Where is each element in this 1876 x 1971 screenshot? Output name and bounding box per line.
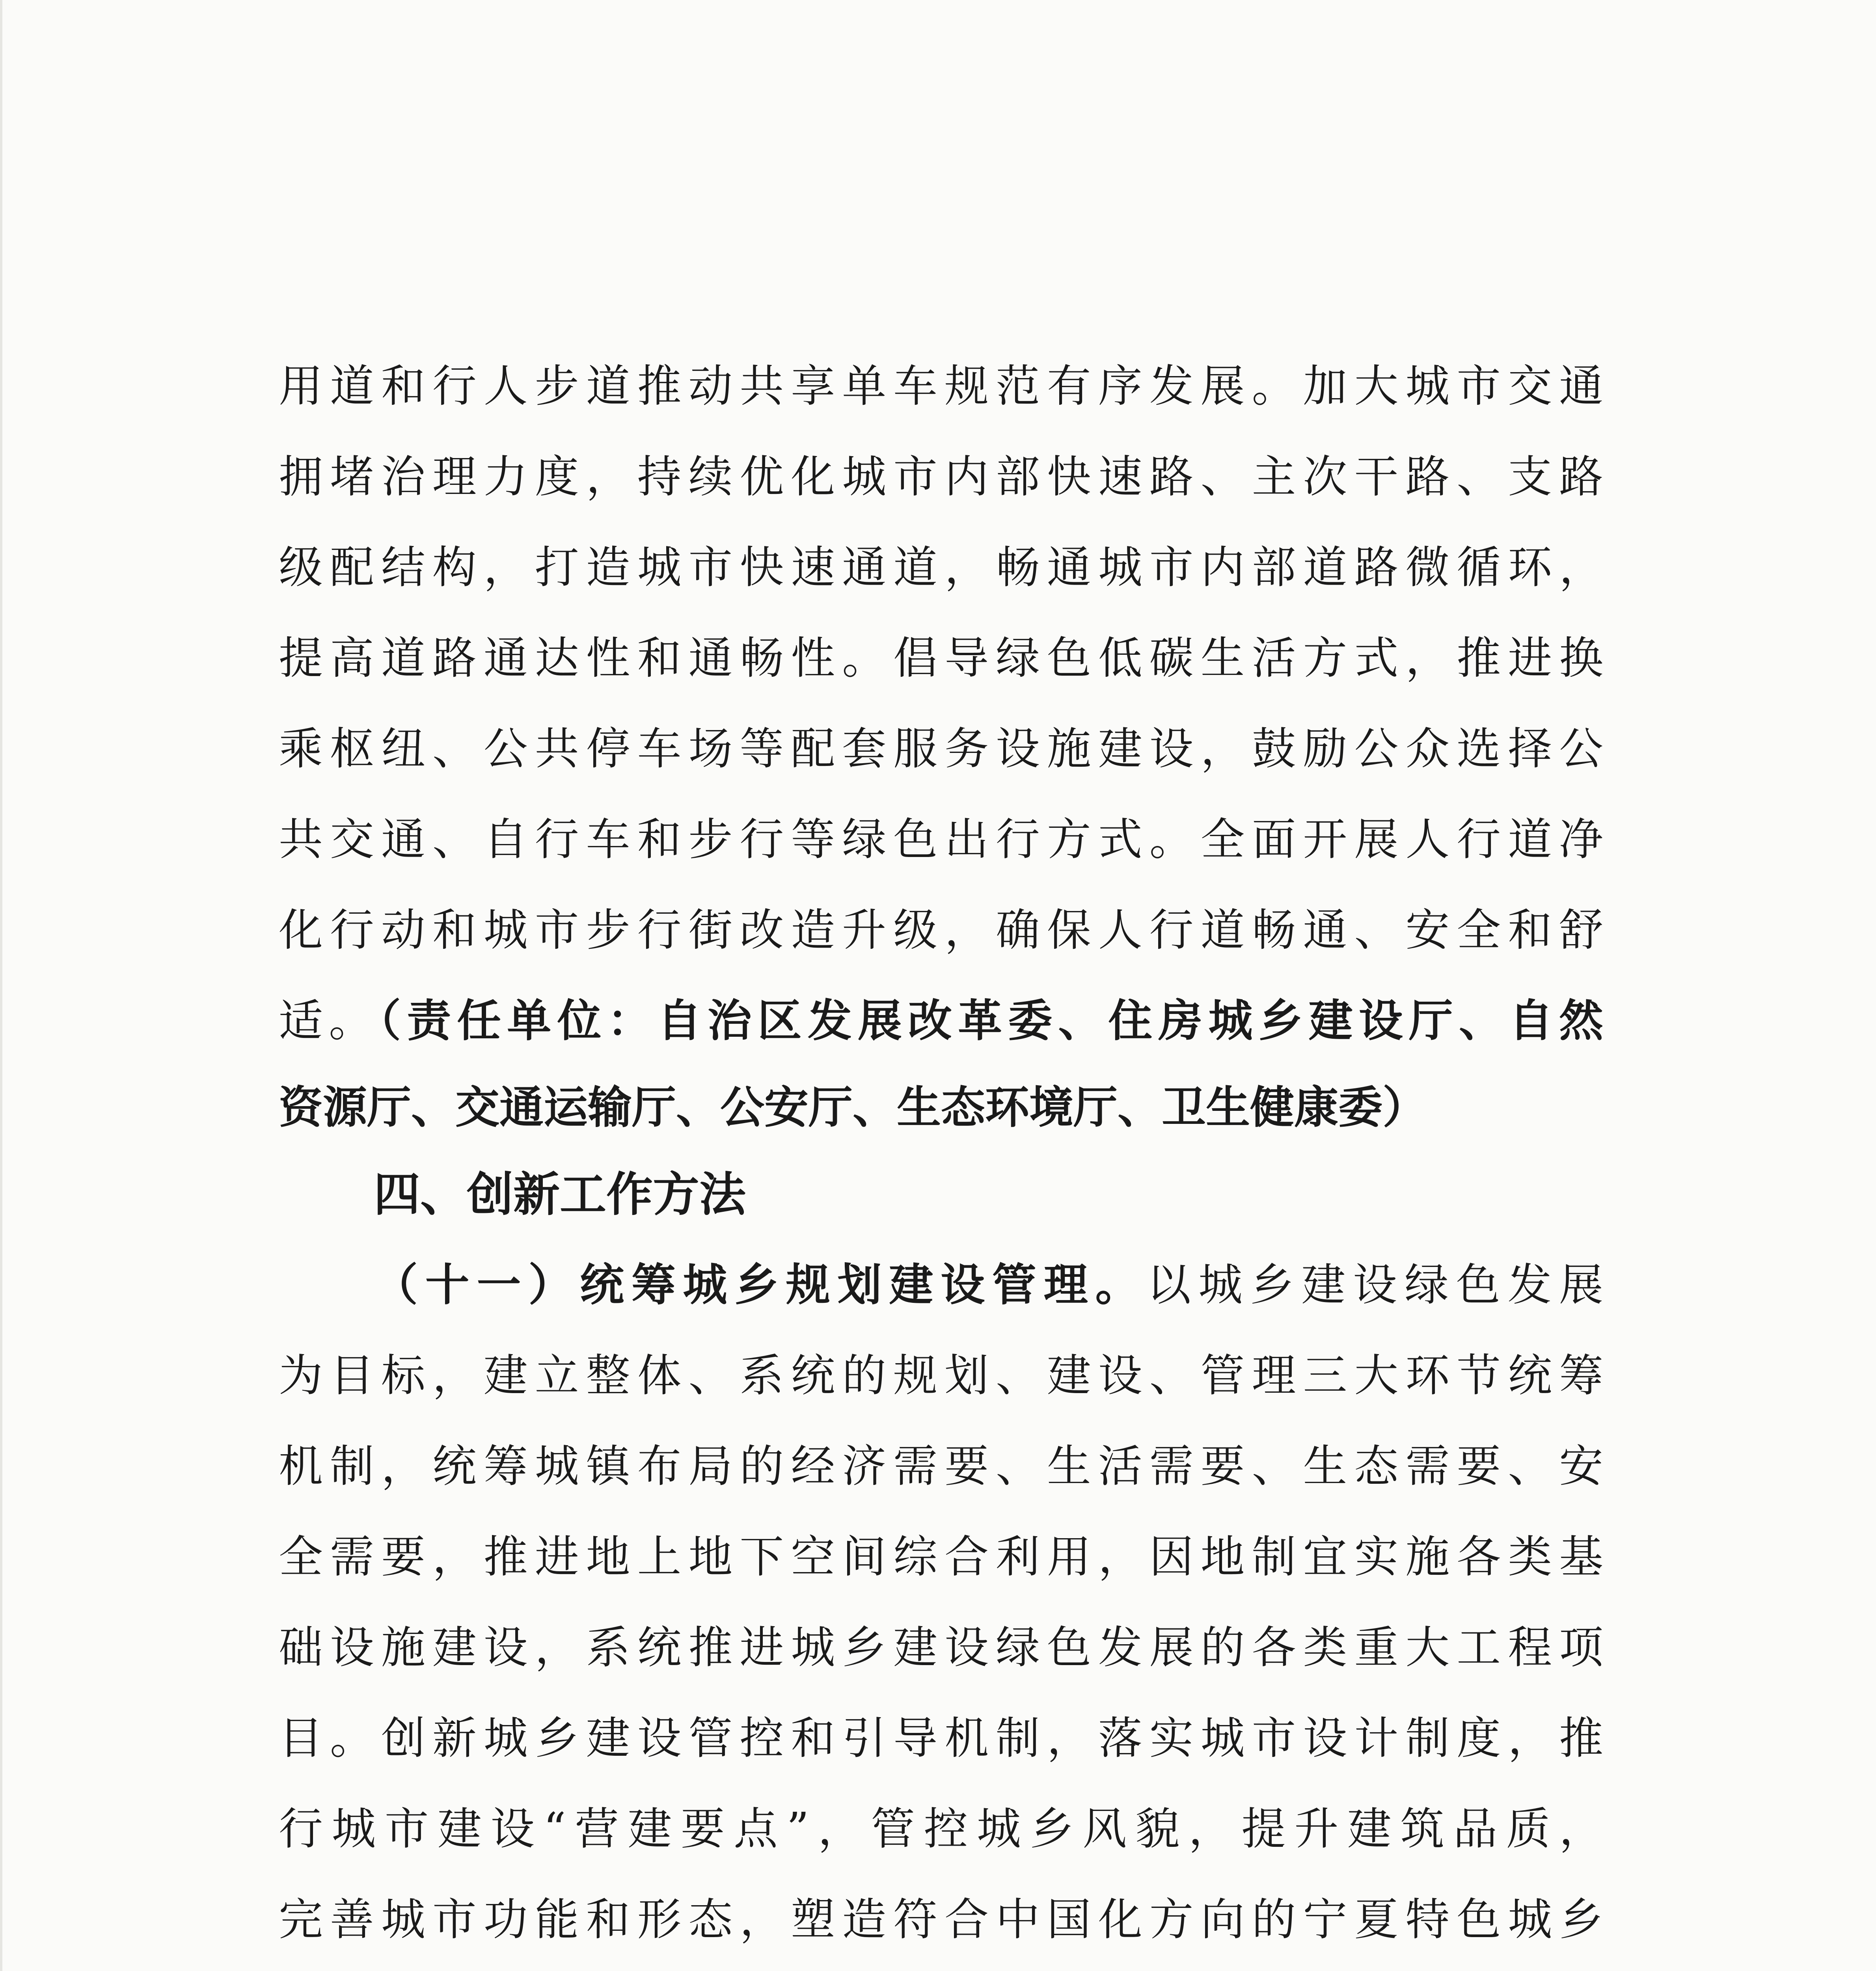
text-line: 级配结构，打造城市快速通道，畅通城市内部道路微循环，	[279, 542, 1603, 593]
section-heading: 四、创新工作方法	[374, 1167, 746, 1222]
text-line: 行城市建设“营建要点”，管控城乡风貌，提升建筑品质，	[279, 1803, 1603, 1855]
text-line: 为目标，建立整体、系统的规划、建设、管理三大环节统筹	[279, 1350, 1603, 1401]
text-line: 完善城市功能和形态，塑造符合中国化方向的宁夏特色城乡	[279, 1894, 1603, 1945]
text-line: 提高道路通达性和通畅性。倡导绿色低碳生活方式，推进换	[279, 633, 1603, 684]
text-line: 化行动和城市步行街改造升级，确保人行道畅通、安全和舒	[279, 905, 1603, 956]
text-line: 乘枢纽、公共停车场等配套服务设施建设，鼓励公众选择公	[279, 723, 1603, 775]
responsibility-units: 资源厅、交通运输厅、公安厅、生态环境厅、卫生健康委）	[279, 1082, 1427, 1133]
text-line: 用道和行人步道推动共享单车规范有序发展。加大城市交通	[279, 361, 1603, 412]
text-span: 适。	[279, 995, 379, 1047]
item-title: （十一）统筹城乡规划建设管理。	[374, 1259, 1147, 1311]
text-line: 目。创新城乡建设管控和引导机制，落实城市设计制度，推	[279, 1713, 1603, 1764]
text-line	[279, 982, 1603, 1060]
text-span: 以城乡建设绿色发展	[1147, 1259, 1604, 1311]
text-line: 础设施建设，系统推进城乡建设绿色发展的各类重大工程项	[279, 1622, 1603, 1673]
text-line	[374, 1246, 1603, 1325]
text-line: 机制，统筹城镇布局的经济需要、生活需要、生态需要、安	[279, 1441, 1603, 1492]
text-line: 共交通、自行车和步行等绿色出行方式。全面开展人行道净	[279, 814, 1603, 865]
text-line: 全需要，推进地上地下空间综合利用，因地制宜实施各类基	[279, 1531, 1603, 1583]
responsibility-units: （责任单位：自治区发展改革委、住房城乡建设厅、自然	[379, 995, 1604, 1047]
text-line: 拥堵治理力度，持续优化城市内部快速路、主次干路、支路	[279, 451, 1603, 503]
